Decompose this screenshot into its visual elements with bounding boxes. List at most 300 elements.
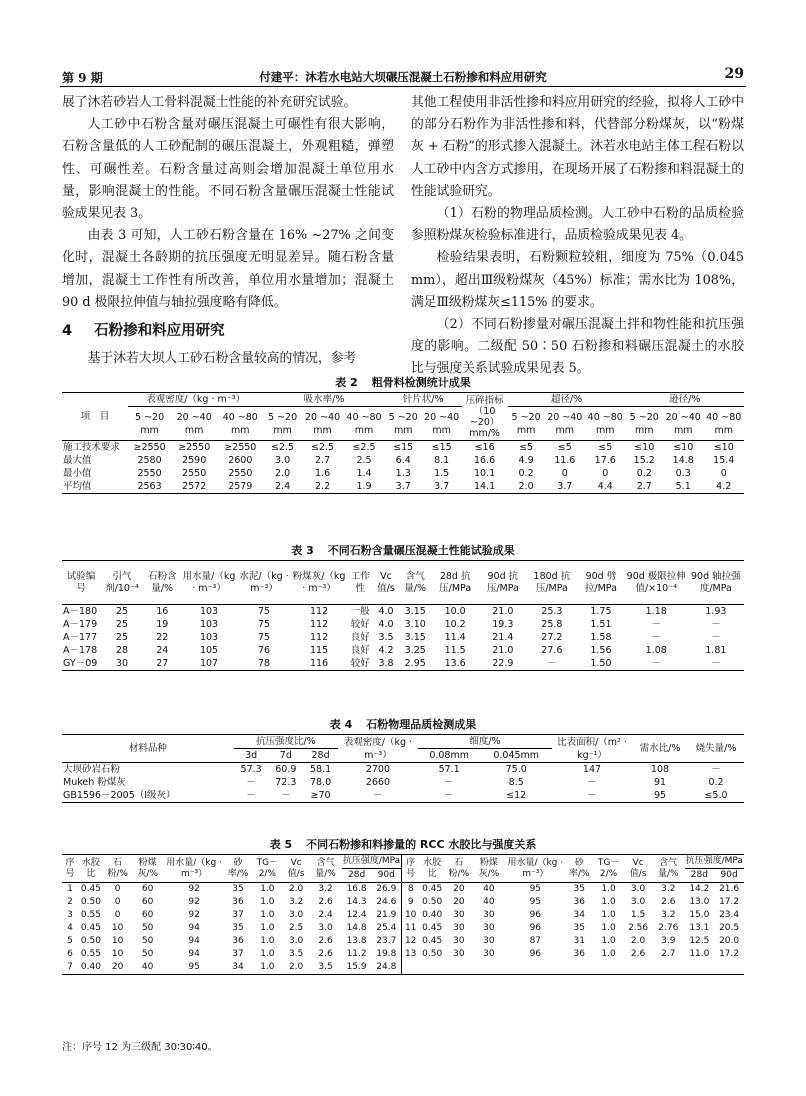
- table-header: 90d 劈拉/MPa: [584, 570, 617, 594]
- table-cell: 22.9: [492, 658, 514, 669]
- table-cell: ≤10: [673, 442, 694, 453]
- table-cell: 94: [188, 923, 200, 933]
- header-rule: [60, 86, 746, 87]
- table-cell: 37: [232, 910, 244, 920]
- table-cell: 8.5: [508, 777, 524, 788]
- section-heading: [62, 320, 394, 342]
- table-cell: 0.55: [80, 949, 101, 959]
- table-cell: 34: [232, 962, 244, 972]
- table-header: 抗压强度/MPa: [685, 855, 744, 869]
- paragraph: 由表 3 可知，人工砂石粉含量在 16% ~27% 之间变化时，混凝土各龄期的抗压强度无明显差异。随石粉含量增加，混凝土工作性有所改善，单位用水量增加；混凝土 90 d 极限拉伸值与轴拉强度略有降低。: [62, 228, 394, 310]
- table-cell: 较好: [350, 619, 370, 630]
- table-cell: 3.2: [661, 884, 676, 894]
- table-cell: 3.7: [557, 481, 573, 492]
- table-cell: [419, 961, 445, 975]
- paragraph: 基于沐若大坝人工砂石粉含量较高的情况，参考: [87, 351, 357, 367]
- table-cell: 57.1: [438, 764, 460, 775]
- table-cell: 25.3: [541, 606, 563, 617]
- table-header: 粉煤灰/%: [131, 855, 163, 883]
- table-cell: 3.0: [630, 884, 646, 894]
- table-cell: 87: [529, 936, 542, 946]
- table-header: 超径/%: [508, 393, 626, 407]
- table-cell: 147: [582, 764, 602, 775]
- table-cell: 95: [188, 962, 200, 972]
- table-header: 序号: [402, 855, 420, 883]
- table-cell: 2.7: [315, 455, 331, 466]
- table-cell: ≤10: [713, 442, 734, 453]
- table-cell: 24: [156, 645, 169, 656]
- table-cell: 0.45: [80, 923, 101, 933]
- table-row: [62, 454, 744, 467]
- table-cell: 2580: [137, 455, 162, 466]
- table-cell: 35: [573, 884, 585, 894]
- running-header: [62, 66, 744, 86]
- table-cell: 0.50: [422, 949, 443, 959]
- table-header: 40 ~80 mm: [587, 411, 623, 436]
- table-cell: 14.8: [672, 455, 694, 466]
- table-row: [62, 644, 744, 657]
- table-cell: 20: [453, 897, 465, 907]
- table-cell: 96: [529, 923, 542, 933]
- table-cell: 3.15: [404, 606, 426, 617]
- table-cell: 4.9: [518, 455, 534, 466]
- table-cell: 3: [67, 910, 73, 920]
- table-header: 含气量/%: [404, 570, 427, 594]
- table-cell: 8.1: [434, 455, 450, 466]
- table-cell: 27.2: [541, 632, 563, 643]
- table-cell: GY－09: [63, 658, 98, 669]
- table-cell: 108: [650, 764, 670, 775]
- table-row: [62, 657, 744, 671]
- table-cell: 2.6: [318, 949, 333, 959]
- table-cell: 2.4: [275, 481, 291, 492]
- table-header: 0.08mm: [429, 750, 469, 761]
- table-cell: 1.0: [601, 923, 616, 933]
- table-cell: 2590: [182, 455, 207, 466]
- table-cell: ≤15: [431, 442, 452, 453]
- table-cell: 112: [310, 632, 329, 643]
- table-cell: 35: [232, 884, 244, 894]
- table-cell: 2.7: [661, 949, 676, 959]
- table-cell: 1.5: [434, 468, 450, 479]
- paragraph: 检验结果表明，石粉颗粒较粗，细度为 75%（0.045 mm），超出Ⅲ级粉煤灰（45%）标准；需水比为 108%，满足Ⅲ级粉煤灰≤115% 的要求。: [411, 250, 744, 310]
- table-cell: 3.5: [318, 962, 333, 972]
- table-cell: 1.56: [590, 645, 612, 656]
- page-number: 29: [724, 66, 744, 82]
- table-cell: ≤2.5: [271, 442, 295, 453]
- table-cell: [652, 961, 684, 975]
- table-cell: 14.2: [689, 884, 710, 894]
- table-cell: 105: [199, 645, 219, 656]
- table-cell: 40: [483, 897, 495, 907]
- table-cell: 1.0: [601, 910, 616, 920]
- table-cell: 1.0: [260, 949, 275, 959]
- table-cell: 21.0: [492, 645, 514, 656]
- table-cell: 11.0: [689, 949, 710, 959]
- table4: [62, 734, 744, 803]
- table-header: Vc 值/s: [624, 855, 652, 883]
- table-header: 吸水率/%: [263, 393, 384, 407]
- table-header: 40 ~80 mm: [706, 411, 742, 436]
- table-header: 3d: [245, 750, 258, 761]
- table-cell: 13.0: [689, 897, 710, 907]
- table-cell: 11.2: [346, 949, 367, 959]
- table-header: 5 ~20 mm: [268, 411, 298, 436]
- table-cell: 25.4: [371, 922, 401, 935]
- table-header: 20 ~40 mm: [424, 411, 460, 436]
- table-cell: 92: [188, 910, 200, 920]
- table-cell: 4.0: [378, 606, 394, 617]
- table-cell: [473, 961, 505, 975]
- issue-number: 第 9 期: [62, 71, 103, 85]
- table-cell: 2.4: [318, 910, 333, 920]
- table-row: [62, 961, 744, 975]
- table-cell: 2700: [365, 764, 391, 775]
- table-cell: 60.9: [275, 764, 297, 775]
- paragraph: （2）不同石粉掺量对碾压混凝土拌和物性能和抗压强度的影响。二级配 50∶50 石粉掺和料碾压混凝土的水胶比与强度关系试验成果见表 5。: [411, 317, 744, 377]
- table-cell: Mukeh 粉煤灰: [63, 777, 126, 788]
- table-cell: 2550: [137, 468, 162, 479]
- table-row: [62, 776, 744, 789]
- table-cell: [624, 961, 652, 975]
- table-cell: 2.0: [518, 481, 534, 492]
- table-cell: 27.6: [541, 645, 563, 656]
- table-cell: 0.2: [708, 777, 724, 788]
- table-cell: 21.9: [371, 909, 401, 922]
- table-cell: －: [711, 764, 721, 775]
- table-header: 表观密度/（kg · m⁻³）: [128, 393, 263, 407]
- table-cell: 0: [114, 910, 121, 920]
- table-row: [62, 922, 744, 935]
- table-cell: 116: [310, 658, 329, 669]
- table-body: [62, 763, 744, 803]
- table-cell: 2.76: [658, 923, 679, 933]
- table-cell: 最小值: [63, 468, 92, 479]
- table-cell: 13.6: [444, 658, 466, 669]
- table-cell: 2.6: [318, 936, 333, 946]
- table-cell: 25.8: [541, 619, 563, 630]
- table-cell: 25: [115, 619, 129, 630]
- table-cell: 78.0: [309, 777, 332, 788]
- table-row: [62, 883, 744, 897]
- table-cell: [593, 961, 624, 975]
- table-cell: －: [373, 790, 383, 801]
- table-title: 粗骨料检测统计成果: [371, 376, 471, 389]
- table-cell: 40: [483, 884, 495, 894]
- table-cell: 95: [529, 897, 542, 907]
- table-header: 抗压强度比/%: [234, 735, 338, 749]
- table-cell: ≤10: [634, 442, 655, 453]
- table-cell: 23.7: [371, 935, 401, 948]
- table-header: 0.045mm: [493, 750, 540, 761]
- table-cell: 103: [199, 632, 219, 643]
- table-cell: －: [444, 790, 454, 801]
- table-cell: －: [651, 619, 661, 630]
- table-cell: 3.8: [378, 658, 394, 669]
- table-cell: 最大值: [63, 455, 92, 466]
- table-header: 项 目: [62, 393, 128, 441]
- table-cell: 0.45: [422, 936, 443, 946]
- table-cell: 3.9: [661, 936, 676, 946]
- table-title: 石粉物理品质检测成果: [366, 718, 477, 731]
- table-row: [62, 441, 744, 455]
- table-cell: 30: [483, 949, 495, 959]
- table-cell: 21.6: [719, 884, 740, 894]
- table-cell: 1.0: [260, 897, 275, 907]
- table-cell: 0.2: [518, 468, 534, 479]
- table-cell: 13.8: [346, 936, 367, 946]
- table-cell: 15.2: [633, 455, 655, 466]
- table-cell: 3.0: [318, 923, 333, 933]
- table-header: 5 ~20 mm: [135, 411, 165, 436]
- table-cell: 1.0: [601, 884, 616, 894]
- table3-caption: [0, 542, 806, 558]
- table-cell: 5: [67, 936, 73, 946]
- table-cell: 75.0: [505, 764, 527, 775]
- table-cell: 3.7: [434, 481, 450, 492]
- table-cell: 20.0: [719, 936, 740, 946]
- table-cell: 17.6: [594, 455, 616, 466]
- table-cell: 2.0: [275, 468, 291, 479]
- table-cell: 95: [653, 790, 667, 801]
- table-cell: 1.93: [705, 606, 727, 617]
- table-cell: 2.0: [630, 936, 646, 946]
- table-cell: [402, 961, 420, 975]
- table-cell: 60: [141, 897, 154, 907]
- section-title: 石粉掺和料应用研究: [94, 323, 225, 340]
- table-cell: 2.2: [315, 481, 331, 492]
- table-cell: 15.0: [689, 910, 710, 920]
- table-cell: 10.1: [474, 468, 496, 479]
- table-header: 水泥/（kg · m⁻³）: [239, 570, 289, 594]
- table-cell: 91: [653, 777, 667, 788]
- table-header: 含气量/%: [309, 855, 341, 883]
- paragraph: 展了沐若砂岩人工骨料混凝土性能的补充研究试验。: [62, 95, 357, 110]
- table-cell: 4.2: [716, 481, 732, 492]
- table-cell: 75: [258, 606, 271, 617]
- table-cell: 30: [453, 936, 465, 946]
- table-header: 20 ~40 mm: [547, 411, 583, 436]
- table-header: 28d: [348, 870, 366, 880]
- table-cell: 14.8: [346, 923, 367, 933]
- table-cell: 36: [232, 936, 244, 946]
- table-cell: 12: [404, 936, 417, 946]
- table-cell: －: [711, 658, 721, 669]
- table-header: 砂率/%: [565, 855, 593, 883]
- table-cell: 27: [156, 658, 169, 669]
- table-cell: GB1596－2005（Ⅰ级灰）: [63, 790, 176, 801]
- table-cell: 4.4: [597, 481, 613, 492]
- table-cell: 3.0: [288, 936, 304, 946]
- table-cell: 15.4: [713, 455, 735, 466]
- table-row: [62, 631, 744, 644]
- table-cell: 9: [407, 897, 414, 907]
- table-cell: 1.6: [315, 468, 331, 479]
- table-cell: 大坝砂岩石粉: [63, 764, 121, 775]
- table-header: 90d: [720, 870, 738, 880]
- table-cell: 14.1: [474, 481, 496, 492]
- table-header: 石粉/%: [104, 855, 132, 883]
- table-cell: 2.0: [288, 884, 304, 894]
- table-cell: 75: [258, 632, 271, 643]
- table-cell: 11.4: [444, 632, 466, 643]
- table-cell: ≤16: [474, 442, 495, 453]
- table-row: [62, 618, 744, 631]
- table-cell: 75: [258, 619, 271, 630]
- table-cell: 30: [483, 923, 495, 933]
- table-cell: 40: [141, 962, 154, 972]
- table-cell: 1.4: [356, 468, 372, 479]
- table-body: [62, 883, 744, 975]
- table-cell: ≤2.5: [311, 442, 335, 453]
- table-cell: 0.45: [422, 923, 443, 933]
- table-cell: 4.0: [378, 619, 394, 630]
- table-cell: －: [587, 790, 597, 801]
- table-cell: 13.1: [689, 923, 710, 933]
- table5-note: 注：序号 12 为三级配 30∶30∶40。: [62, 1042, 218, 1053]
- table-cell: －: [246, 777, 256, 788]
- table-cell: 1.5: [630, 910, 646, 920]
- paragraph: 其他工程使用非活性掺和料应用研究的经验，拟将人工砂中的部分石粉作为非活性掺和料，代替部分粉煤灰，以“粉煤灰 + 石粉”的形式掺入混凝土。沐若水电站主体工程石粉以人工砂中内含方式掺用，在现场开展了石粉掺和料混凝土的性能试验研究。: [411, 95, 744, 199]
- table-cell: 1.18: [645, 606, 667, 617]
- table-cell: －: [246, 790, 256, 801]
- table-header: 90d 极限拉伸值/×10⁻⁴: [626, 570, 686, 594]
- table-header: TG－2/%: [593, 855, 624, 883]
- table-cell: 50: [141, 923, 154, 933]
- table-cell: 2.5: [288, 923, 304, 933]
- table-cell: 0: [602, 468, 609, 479]
- table-cell: 4.2: [378, 645, 394, 656]
- table-header: 针片状/%: [385, 393, 462, 407]
- table-cell: 72.3: [275, 777, 297, 788]
- table-cell: 30: [115, 658, 129, 669]
- table-row: [62, 948, 744, 961]
- table-row: [62, 789, 744, 803]
- table-header: 28d 抗压/MPa: [439, 570, 472, 594]
- table-cell: －: [587, 777, 597, 788]
- table-cell: 11: [404, 923, 417, 933]
- table-cell: 1.0: [601, 897, 616, 907]
- table-header: 5 ~20 mm: [511, 411, 541, 436]
- table-header: Vc 值/s: [377, 570, 395, 594]
- table-cell: 23.4: [719, 910, 740, 920]
- table-header: TG－2/%: [252, 855, 283, 883]
- table-header: 40 ~80 mm: [346, 411, 382, 436]
- table-cell: 1.51: [590, 619, 612, 630]
- table-body: [62, 441, 744, 494]
- table-cell: 7: [67, 962, 73, 972]
- table-cell: 3.25: [404, 645, 426, 656]
- table-cell: ≤5: [598, 442, 613, 453]
- table-cell: 12.4: [346, 910, 367, 920]
- table-cell: 30: [483, 936, 495, 946]
- table-cell: ≤5.0: [704, 790, 728, 801]
- table-cell: A－178: [63, 645, 98, 656]
- table-cell: 115: [310, 645, 329, 656]
- table-cell: 16.8: [346, 884, 367, 894]
- table-cell: 1.0: [601, 936, 616, 946]
- table-header: 用水量/（kg · m⁻³）: [505, 855, 565, 883]
- table-header: 20 ~40 mm: [176, 411, 212, 436]
- table-cell: 24.6: [371, 896, 401, 909]
- table-cell: 1.0: [260, 923, 275, 933]
- table-cell: 25: [115, 606, 129, 617]
- table5-caption: [0, 836, 806, 852]
- table-cell: 50: [141, 936, 154, 946]
- table-row: [62, 480, 744, 494]
- table-cell: 3.7: [395, 481, 411, 492]
- table-cell: 21.0: [492, 606, 514, 617]
- table-cell: 1.0: [260, 910, 275, 920]
- table-cell: 10: [111, 923, 124, 933]
- table-header: 序号: [62, 855, 78, 883]
- table-cell: 10.2: [444, 619, 466, 630]
- table-cell: 94: [188, 949, 200, 959]
- table-cell: 6.4: [395, 455, 411, 466]
- table-cell: 31: [573, 936, 585, 946]
- table-cell: 2660: [365, 777, 391, 788]
- table-cell: 22: [156, 632, 169, 643]
- table-cell: 96: [529, 949, 542, 959]
- table-cell: 3.0: [630, 897, 646, 907]
- table-cell: 0.55: [80, 910, 101, 920]
- table-header: 粉煤灰/%: [473, 855, 505, 883]
- table-cell: A－177: [63, 632, 98, 643]
- table-cell: 良好: [350, 645, 370, 656]
- table-cell: 1.81: [705, 645, 727, 656]
- table-cell: 3.5: [288, 949, 304, 959]
- table-cell: －: [547, 658, 557, 669]
- table-cell: 19: [156, 619, 169, 630]
- table-cell: 0.45: [422, 884, 443, 894]
- section-number: 4: [62, 323, 73, 340]
- table-cell: 0: [720, 468, 727, 479]
- table-header: 水胶比: [78, 855, 104, 883]
- table-number: 表 3: [291, 544, 314, 557]
- table-header: 压碎指标（10 ~20）mm/%: [462, 393, 508, 441]
- paragraph: 人工砂中石粉含量对碾压混凝土可碾性有很大影响，石粉含量低的人工砂配制的碾压混凝土，外观粗糙，弹塑性、可碾性差。石粉含量过高则会增加混凝土单位用水量，影响混凝土的性能。不同石粉含量碾压混凝土性能试验成果见表 3。: [62, 117, 394, 222]
- table-cell: 0.45: [80, 884, 101, 894]
- header-title: 付建平：沐若水电站大坝碾压混凝土石粉掺和料应用研究: [259, 70, 547, 84]
- table-row: [62, 605, 744, 619]
- table-cell: 1.75: [590, 606, 612, 617]
- table-cell: ≥2550: [224, 442, 257, 453]
- table-cell: 26.9: [371, 883, 401, 897]
- table-cell: 15.9: [346, 962, 367, 972]
- table-row: [62, 896, 744, 909]
- table-cell: 0.50: [80, 936, 101, 946]
- table-cell: －: [711, 619, 721, 630]
- table-header: 含气量/%: [652, 855, 684, 883]
- table-header: 粉煤灰/（kg · m⁻³）: [292, 570, 346, 594]
- table-header: 石粉含量/%: [147, 570, 177, 594]
- table-cell: 20: [453, 884, 465, 894]
- table-cell: －: [444, 777, 454, 788]
- table-cell: 1.0: [601, 949, 616, 959]
- table-cell: 0: [114, 897, 121, 907]
- table-cell: 2600: [228, 455, 253, 466]
- table-cell: 0.2: [636, 468, 652, 479]
- table-cell: ≥2550: [133, 442, 166, 453]
- table-number: 表 4: [329, 718, 353, 731]
- table-cell: 一般: [350, 606, 370, 617]
- table-cell: 17.2: [719, 949, 740, 959]
- table-cell: [685, 961, 715, 975]
- table-cell: 2550: [182, 468, 207, 479]
- table-header: 烧失量/%: [688, 735, 744, 763]
- table-cell: 2.7: [636, 481, 652, 492]
- table-cell: －: [281, 790, 291, 801]
